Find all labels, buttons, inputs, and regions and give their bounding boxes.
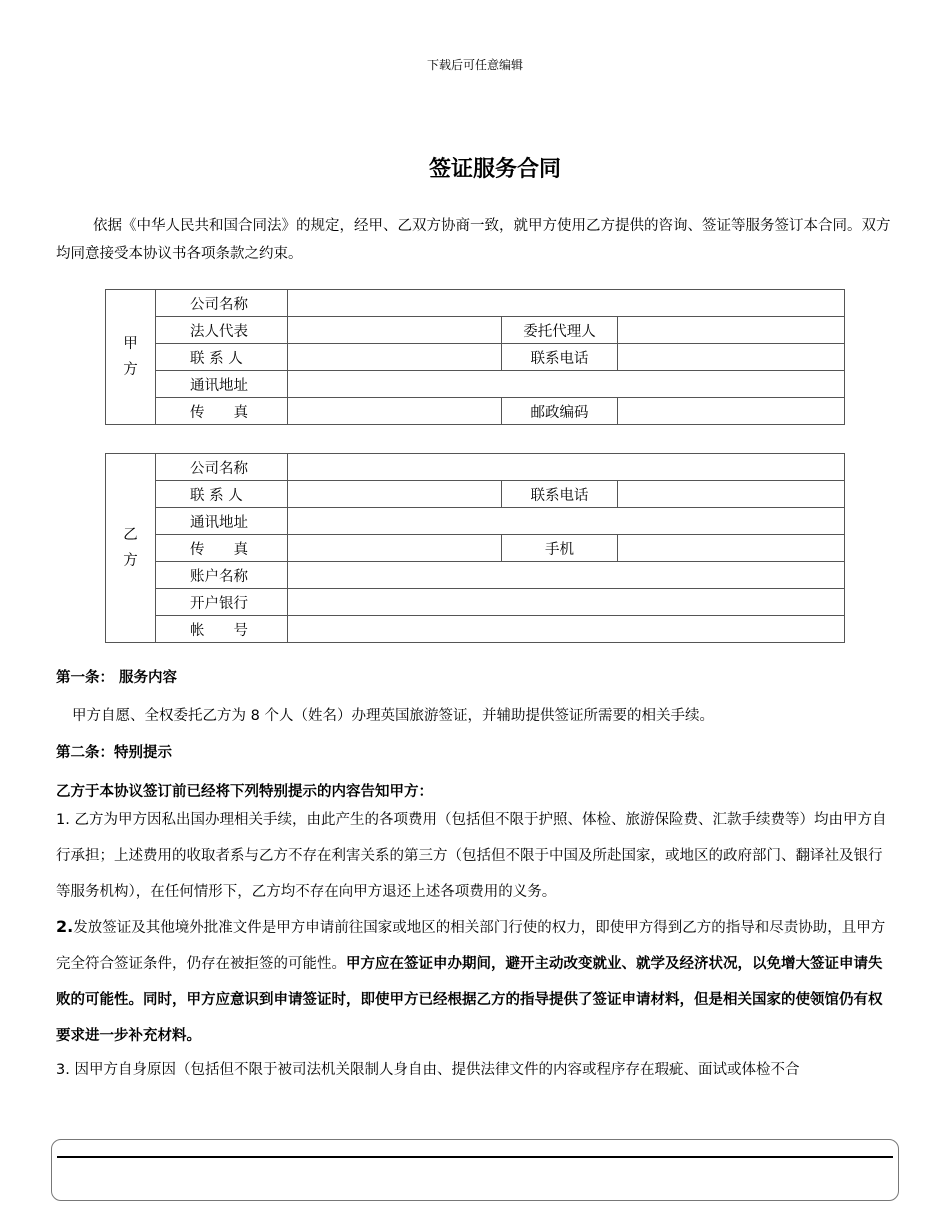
party-a-contact-label: 联 系 人 [156, 344, 288, 371]
party-b-account-no-field[interactable] [288, 616, 845, 643]
party-b-account-no-label: 帐 号 [156, 616, 288, 643]
party-b-account-name-field[interactable] [288, 562, 845, 589]
party-a-address-label: 通讯地址 [156, 371, 288, 398]
party-b-company-field[interactable] [288, 454, 845, 481]
article2-heading: 第二条：特别提示 [56, 745, 172, 761]
party-a-address-field[interactable] [288, 371, 845, 398]
party-b-fax-field[interactable] [288, 535, 502, 562]
party-a-postcode-label: 邮政编码 [502, 398, 618, 425]
party-b-bank-label: 开户银行 [156, 589, 288, 616]
party-a-contact-field[interactable] [288, 344, 502, 371]
party-a-company-field[interactable] [288, 290, 845, 317]
party-b-contact-field[interactable] [288, 481, 502, 508]
party-a-agent-label: 委托代理人 [502, 317, 618, 344]
party-a-phone-label: 联系电话 [502, 344, 618, 371]
party-b-account-name-label: 账户名称 [156, 562, 288, 589]
party-a-fax-label: 传 真 [156, 398, 288, 425]
item2-normal-text: 发放签证及其他境外批准文件是甲方申请前往国家或地区的相关部门行使的权力，即使甲方得到乙方的指导和尽责协助，且甲方完全符合签证条件，仍存在被拒签的可能性。 [56, 920, 886, 972]
page-title: 签证服务合同 [428, 157, 561, 182]
party-b-mobile-field[interactable] [618, 535, 845, 562]
article1-text: 甲方自愿、全权委托乙方为 8 个人（姓名）办理英国旅游签证，并辅助提供签证所需要的相关手续。 [72, 708, 714, 724]
party-b-fax-label: 传 真 [156, 535, 288, 562]
party-a-side-label: 甲 方 [106, 290, 156, 425]
party-a-agent-field[interactable] [618, 317, 845, 344]
party-b-mobile-label: 手机 [502, 535, 618, 562]
article2-item2 [56, 909, 894, 1054]
footer-rule [57, 1156, 893, 1158]
party-b-phone-field[interactable] [618, 481, 845, 508]
party-b-table [105, 453, 845, 643]
article2-item1: 1. 乙方为甲方因私出国办理相关手续，由此产生的各项费用（包括但不限于护照、体检、旅游保险费、汇款手续费等）均由甲方自行承担；上述费用的收取者系与乙方不存在利害关系的第三方（包括但不限于中国及所赴国家，或地区的政府部门、翻译社及银行等服务机构），在任何情形下，乙方均不存在向甲方退还上述各项费用的义务。 [56, 812, 887, 900]
party-b-address-field[interactable] [288, 508, 845, 535]
party-a-table [105, 289, 845, 425]
item2-number: 2. [56, 917, 74, 936]
party-a-fax-field[interactable] [288, 398, 502, 425]
article1-heading: 第一条： 服务内容 [56, 670, 178, 686]
party-b-phone-label: 联系电话 [502, 481, 618, 508]
party-b-company-label: 公司名称 [156, 454, 288, 481]
party-a-postcode-field[interactable] [618, 398, 845, 425]
party-b-contact-label: 联 系 人 [156, 481, 288, 508]
party-a-phone-field[interactable] [618, 344, 845, 371]
party-a-company-label: 公司名称 [156, 290, 288, 317]
party-b-address-label: 通讯地址 [156, 508, 288, 535]
intro-paragraph: 依据《中华人民共和国合同法》的规定，经甲、乙双方协商一致，就甲方使用乙方提供的咨询、签证等服务签订本合同。双方均同意接受本协议书各项条款之约束。 [56, 218, 891, 262]
article2-subheading: 乙方于本协议签订前已经将下列特别提示的内容告知甲方： [56, 784, 433, 800]
article2-item3: 3. 因甲方自身原因（包括但不限于被司法机关限制人身自由、提供法律文件的内容或程序存在瑕疵、面试或体检不合 [56, 1062, 800, 1078]
footer-box [51, 1139, 899, 1201]
party-a-legal-rep-field[interactable] [288, 317, 502, 344]
party-a-legal-rep-label: 法人代表 [156, 317, 288, 344]
item2-bold-text: 甲方应在签证申办期间，避开主动改变就业、就学及经济状况，以免增大签证申请失败的可能性。同时，甲方应意识到申请签证时，即使甲方已经根据乙方的指导提供了签证申请材料，但是相关国家的使领馆仍有权要求进一步补充材料。 [56, 956, 883, 1044]
party-b-bank-field[interactable] [288, 589, 845, 616]
header-note: 下载后可任意编辑 [426, 58, 523, 72]
party-b-side-label: 乙 方 [106, 454, 156, 643]
